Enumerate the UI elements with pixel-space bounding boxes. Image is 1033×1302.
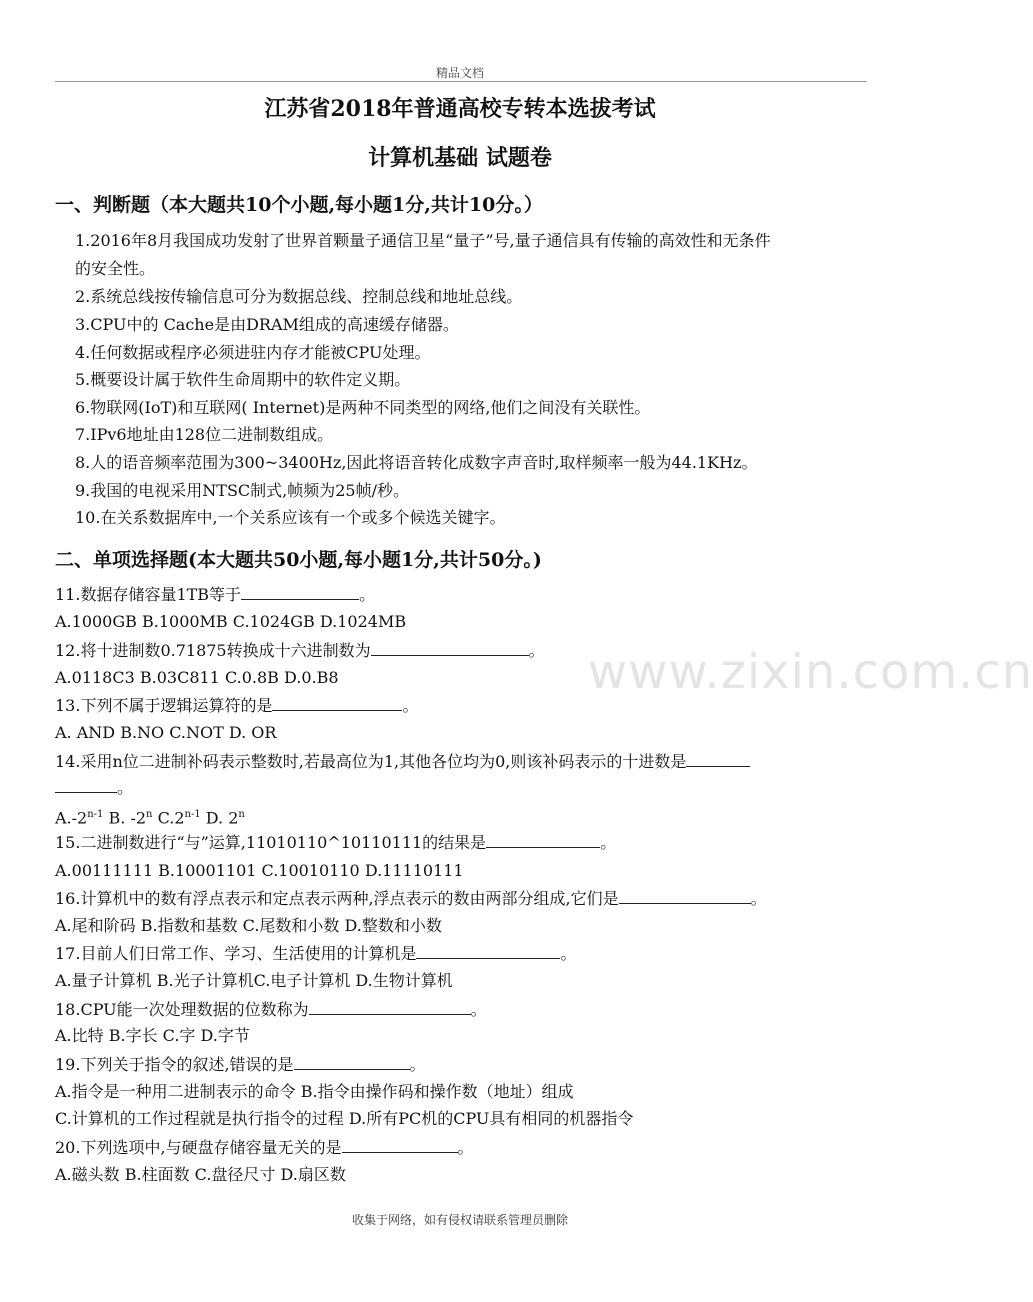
question-text: 18.CPU能一次处理数据的位数称为 xyxy=(55,1000,309,1019)
question-16 xyxy=(55,888,767,909)
watermark: www.zixin.com.cn xyxy=(588,644,1033,700)
options-18: A.比特 B.字长 C.字 D.字节 xyxy=(55,1026,250,1045)
answer-blank xyxy=(619,888,751,904)
question-text: 13.下列不属于逻辑运算符的是 xyxy=(55,696,273,715)
page-footer: 收集于网络，如有侵权请联系管理员删除 xyxy=(351,1213,568,1227)
option-c: C.2 xyxy=(152,808,185,828)
question-15 xyxy=(55,832,616,853)
page-header: 精品文档 xyxy=(435,66,484,80)
period: 。 xyxy=(528,641,545,660)
answer-blank xyxy=(55,777,117,793)
question-text: 19.下列关于指令的叙述,错误的是 xyxy=(55,1055,294,1074)
question-text: 20.下列选项中,与硬盘存储容量无关的是 xyxy=(55,1138,342,1157)
exam-subtitle: 计算机基础 试题卷 xyxy=(368,145,552,171)
header-divider xyxy=(55,81,867,82)
question-9: 9.我国的电视采用NTSC制式,帧频为25帧/秒。 xyxy=(75,481,409,500)
option-a: A.-2 xyxy=(55,808,88,828)
options-11: A.1000GB B.1000MB C.1024GB D.1024MB xyxy=(55,612,407,631)
question-17 xyxy=(55,943,576,964)
answer-blank xyxy=(241,584,359,600)
option-b: B. -2 xyxy=(103,808,147,828)
question-14 xyxy=(55,751,750,772)
options-19-line-1: A.指令是一种用二进制表示的命令 B.指令由操作码和操作数（地址）组成 xyxy=(55,1082,574,1101)
question-18 xyxy=(55,999,487,1020)
question-5: 5.概要设计属于软件生命周期中的软件定义期。 xyxy=(75,370,411,389)
period: 。 xyxy=(359,585,376,604)
question-1-line-2: 的安全性。 xyxy=(75,259,156,278)
answer-blank xyxy=(342,1137,458,1153)
answer-blank xyxy=(686,751,750,767)
period: 。 xyxy=(409,1055,426,1074)
period: 。 xyxy=(600,833,617,852)
question-12 xyxy=(55,640,545,661)
question-6: 6.物联网(IoT)和互联网( Internet)是两种不同类型的网络,他们之间没有关联性。 xyxy=(75,398,651,417)
options-15: A.00111111 B.10001101 C.10010110 D.11110111 xyxy=(55,861,464,880)
answer-blank xyxy=(294,1054,410,1070)
superscript: n-1 xyxy=(87,809,104,820)
question-14-cont xyxy=(55,777,133,798)
question-7: 7.IPv6地址由128位二进制数组成。 xyxy=(75,425,334,444)
section-heading-true-false: 一、判断题（本大题共10个小题,每小题1分,共计10分。） xyxy=(55,194,543,216)
question-1-line-1: 1.2016年8月我国成功发射了世界首颗量子通信卫星“量子”号,量子通信具有传输的高效性和无条件 xyxy=(75,231,771,250)
option-d: D. 2 xyxy=(200,808,239,828)
answer-blank xyxy=(416,943,560,959)
question-3: 3.CPU中的 Cache是由DRAM组成的高速缓存储器。 xyxy=(75,315,459,334)
options-13: A. AND B.NO C.NOT D. OR xyxy=(55,723,277,742)
period: 。 xyxy=(457,1138,474,1157)
period: 。 xyxy=(117,778,134,797)
question-2: 2.系统总线按传输信息可分为数据总线、控制总线和地址总线。 xyxy=(75,287,523,306)
period: 。 xyxy=(560,944,577,963)
question-8: 8.人的语音频率范围为300~3400Hz,因此将语音转化成数字声音时,取样频率一般为44.1KHz。 xyxy=(75,453,758,472)
question-text: 12.将十进制数0.71875转换成十六进制数为 xyxy=(55,641,371,660)
question-text: 15.二进制数进行“与”运算,11010110^10110111的结果是 xyxy=(55,833,487,852)
answer-blank xyxy=(486,832,600,848)
question-13 xyxy=(55,695,418,716)
question-text: 14.采用n位二进制补码表示整数时,若最高位为1,其他各位均为0,则该补码表示的十进数是 xyxy=(55,752,687,771)
question-text: 17.目前人们日常工作、学习、生活使用的计算机是 xyxy=(55,944,417,963)
superscript: n xyxy=(146,809,153,820)
superscript: n xyxy=(238,809,245,820)
section-heading-multiple-choice: 二、单项选择题(本大题共50小题,每小题1分,共计50分。) xyxy=(55,549,542,571)
period: 。 xyxy=(470,1000,487,1019)
period: 。 xyxy=(402,696,419,715)
options-20: A.磁头数 B.柱面数 C.盘径尺寸 D.扇区数 xyxy=(55,1165,346,1184)
question-20 xyxy=(55,1137,474,1158)
question-4: 4.任何数据或程序必须进驻内存才能被CPU处理。 xyxy=(75,343,431,362)
question-19 xyxy=(55,1054,426,1075)
options-12: A.0118C3 B.03C811 C.0.8B D.0.B8 xyxy=(55,668,339,687)
options-14 xyxy=(55,805,245,828)
options-19-line-2: C.计算机的工作过程就是执行指令的过程 D.所有PC机的CPU具有相同的机器指令 xyxy=(55,1109,634,1128)
question-text: 16.计算机中的数有浮点表示和定点表示两种,浮点表示的数由两部分组成,它们是 xyxy=(55,889,619,908)
question-11 xyxy=(55,584,375,605)
superscript: n-1 xyxy=(184,809,201,820)
options-17: A.量子计算机 B.光子计算机C.电子计算机 D.生物计算机 xyxy=(55,971,453,990)
question-10: 10.在关系数据库中,一个关系应该有一个或多个候选关键字。 xyxy=(75,508,506,527)
exam-title: 江苏省2018年普通高校专转本选拔考试 xyxy=(264,96,656,122)
period: 。 xyxy=(750,889,767,908)
answer-blank xyxy=(371,640,529,656)
answer-blank xyxy=(272,695,402,711)
question-text: 11.数据存储容量1TB等于 xyxy=(55,585,242,604)
options-16: A.尾和阶码 B.指数和基数 C.尾数和小数 D.整数和小数 xyxy=(55,916,442,935)
answer-blank xyxy=(309,999,471,1015)
